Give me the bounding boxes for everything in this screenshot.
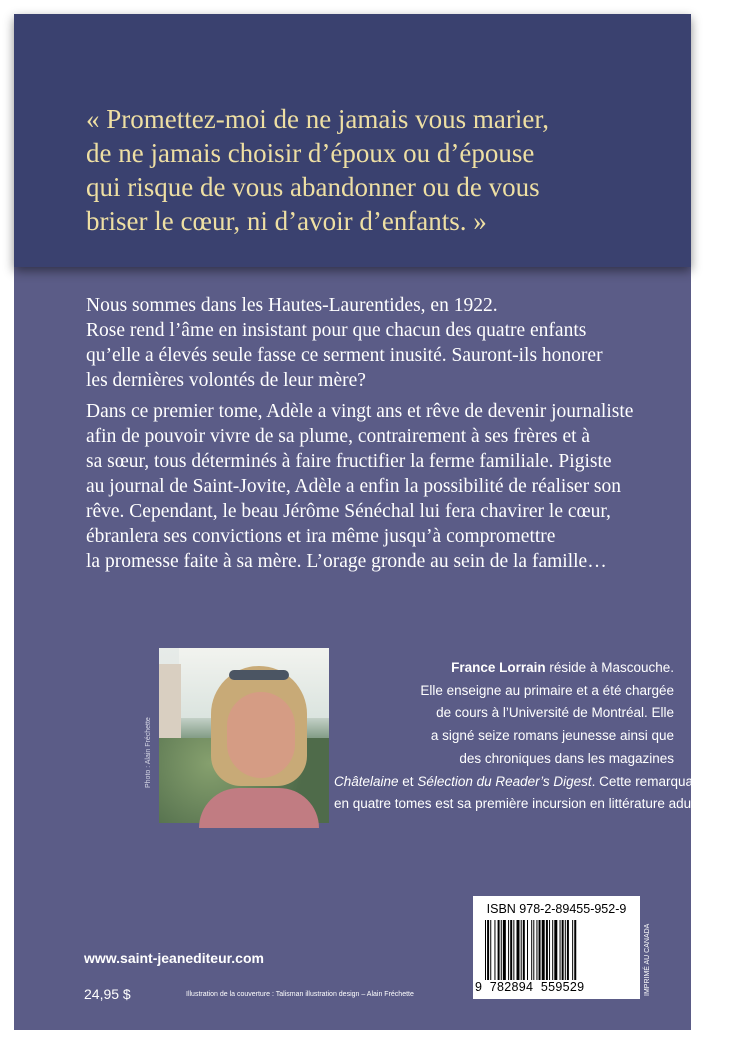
book-back-cover (14, 14, 744, 1030)
barcode-bar (503, 920, 506, 980)
magazine-title: Châtelaine (334, 773, 399, 789)
barcode-bar (494, 920, 495, 980)
barcode-bar (498, 920, 500, 980)
author-bio (334, 657, 744, 816)
barcode-bar (510, 920, 512, 980)
barcode-bar (546, 920, 548, 980)
barcode-bar (501, 920, 502, 980)
text-line: Rose rend l’âme en insistant pour que chacun des quatre enfants (86, 320, 587, 341)
barcode-bar (533, 920, 534, 980)
magazine-title: Sélection du Reader’s Digest (417, 773, 592, 789)
text-line: les dernières volontés de leur mère? (86, 370, 366, 391)
barcode-bar (490, 920, 491, 980)
barcode-bar (521, 920, 522, 980)
publisher-website: www.saint-jeanediteur.com (84, 950, 264, 966)
price: 24,95 $ (84, 986, 131, 1002)
barcode-bar (523, 920, 525, 980)
barcode-bar (574, 920, 576, 980)
photo-credit-text: Photo : Alain Fréchette (145, 717, 152, 788)
quote-line: de ne jamais choisir d’époux ou d’épouse (86, 138, 535, 168)
bio-line: en quatre tomes est sa première incursion en littérature adulte. (334, 796, 710, 812)
quote-line: « Promettez-moi de ne jamais vous marier, (86, 104, 550, 134)
text-line: la promesse faite à sa mère. L’orage gronde au sein de la famille… (86, 551, 607, 572)
barcode-bar (485, 920, 486, 980)
text-line: rêve. Cependant, le beau Jérôme Sénéchal lui fera chavirer le cœur, (86, 501, 611, 522)
barcode-bar (562, 920, 564, 980)
bio-line: des chroniques dans les magazines (459, 750, 674, 766)
isbn-barcode (473, 896, 640, 999)
barcode-bar (539, 920, 541, 980)
bio-line: Châtelaine et Sélection du Reader’s Digest. Cette remarquable série (334, 773, 744, 789)
text-line: qu’elle a élevés seule fasse ce serment inusité. Sauront-ils honorer (86, 345, 603, 366)
text-line: sa sœur, tous déterminés à faire fructifier la ferme familiale. Pigiste (86, 451, 612, 472)
barcode-bar (565, 920, 566, 980)
barcode-bar (513, 920, 514, 980)
text-line: Nous sommes dans les Hautes-Laurentides, en 1922. (86, 295, 498, 316)
barcode-bar (531, 920, 532, 980)
barcode-bar (527, 920, 528, 980)
bio-line: Elle enseigne au primaire et a été chargée (420, 682, 674, 698)
barcode-digits: 9 782894 559529 (475, 980, 585, 994)
barcode-bar (487, 920, 489, 980)
barcode-bar (508, 920, 509, 980)
isbn-text: ISBN 978-2-89455-952-9 (486, 902, 627, 916)
text-line: ébranlera ses convictions et ira même jusqu’à compromettre (86, 526, 556, 547)
barcode-bar (560, 920, 561, 980)
barcode-bar (536, 920, 537, 980)
bio-line: de cours à l’Université de Montréal. Elle (436, 705, 674, 721)
synopsis-paragraph-2 (86, 399, 666, 574)
illustration-credit: Illustration de la couverture : Talisman illustration design – Alain Fréchette (186, 991, 414, 998)
quote-line: qui risque de vous abandonner ou de vous (86, 172, 540, 202)
barcode-bar (549, 920, 550, 980)
pull-quote (86, 102, 666, 238)
bio-line: a signé seize romans jeunesse ainsi que (430, 728, 674, 744)
author-photo (159, 648, 329, 823)
quote-band (14, 14, 691, 267)
barcode-bars (485, 920, 635, 980)
barcode-bar (552, 920, 553, 980)
text-line: au journal de Saint-Jovite, Adèle a enfin la possibilité de réaliser son (86, 476, 622, 497)
quote-line: briser le cœur, ni d’avoir d’enfants. » (86, 206, 487, 236)
text-line: afin de pouvoir vivre de sa plume, contrairement à ses frères et à (86, 426, 591, 447)
barcode-bar (542, 920, 545, 980)
barcode-bar (517, 920, 520, 980)
printed-text: IMPRIMÉ AU CANADA (644, 923, 651, 996)
barcode-bar (554, 920, 557, 980)
synopsis-paragraph-1 (86, 293, 666, 393)
barcode-bar (567, 920, 569, 980)
barcode-bar (572, 920, 573, 980)
bio-line: France Lorrain réside à Mascouche. (451, 660, 674, 675)
text-line: Dans ce premier tome, Adèle a vingt ans et rêve de devenir journaliste (86, 401, 634, 422)
author-name: France Lorrain (451, 660, 546, 675)
